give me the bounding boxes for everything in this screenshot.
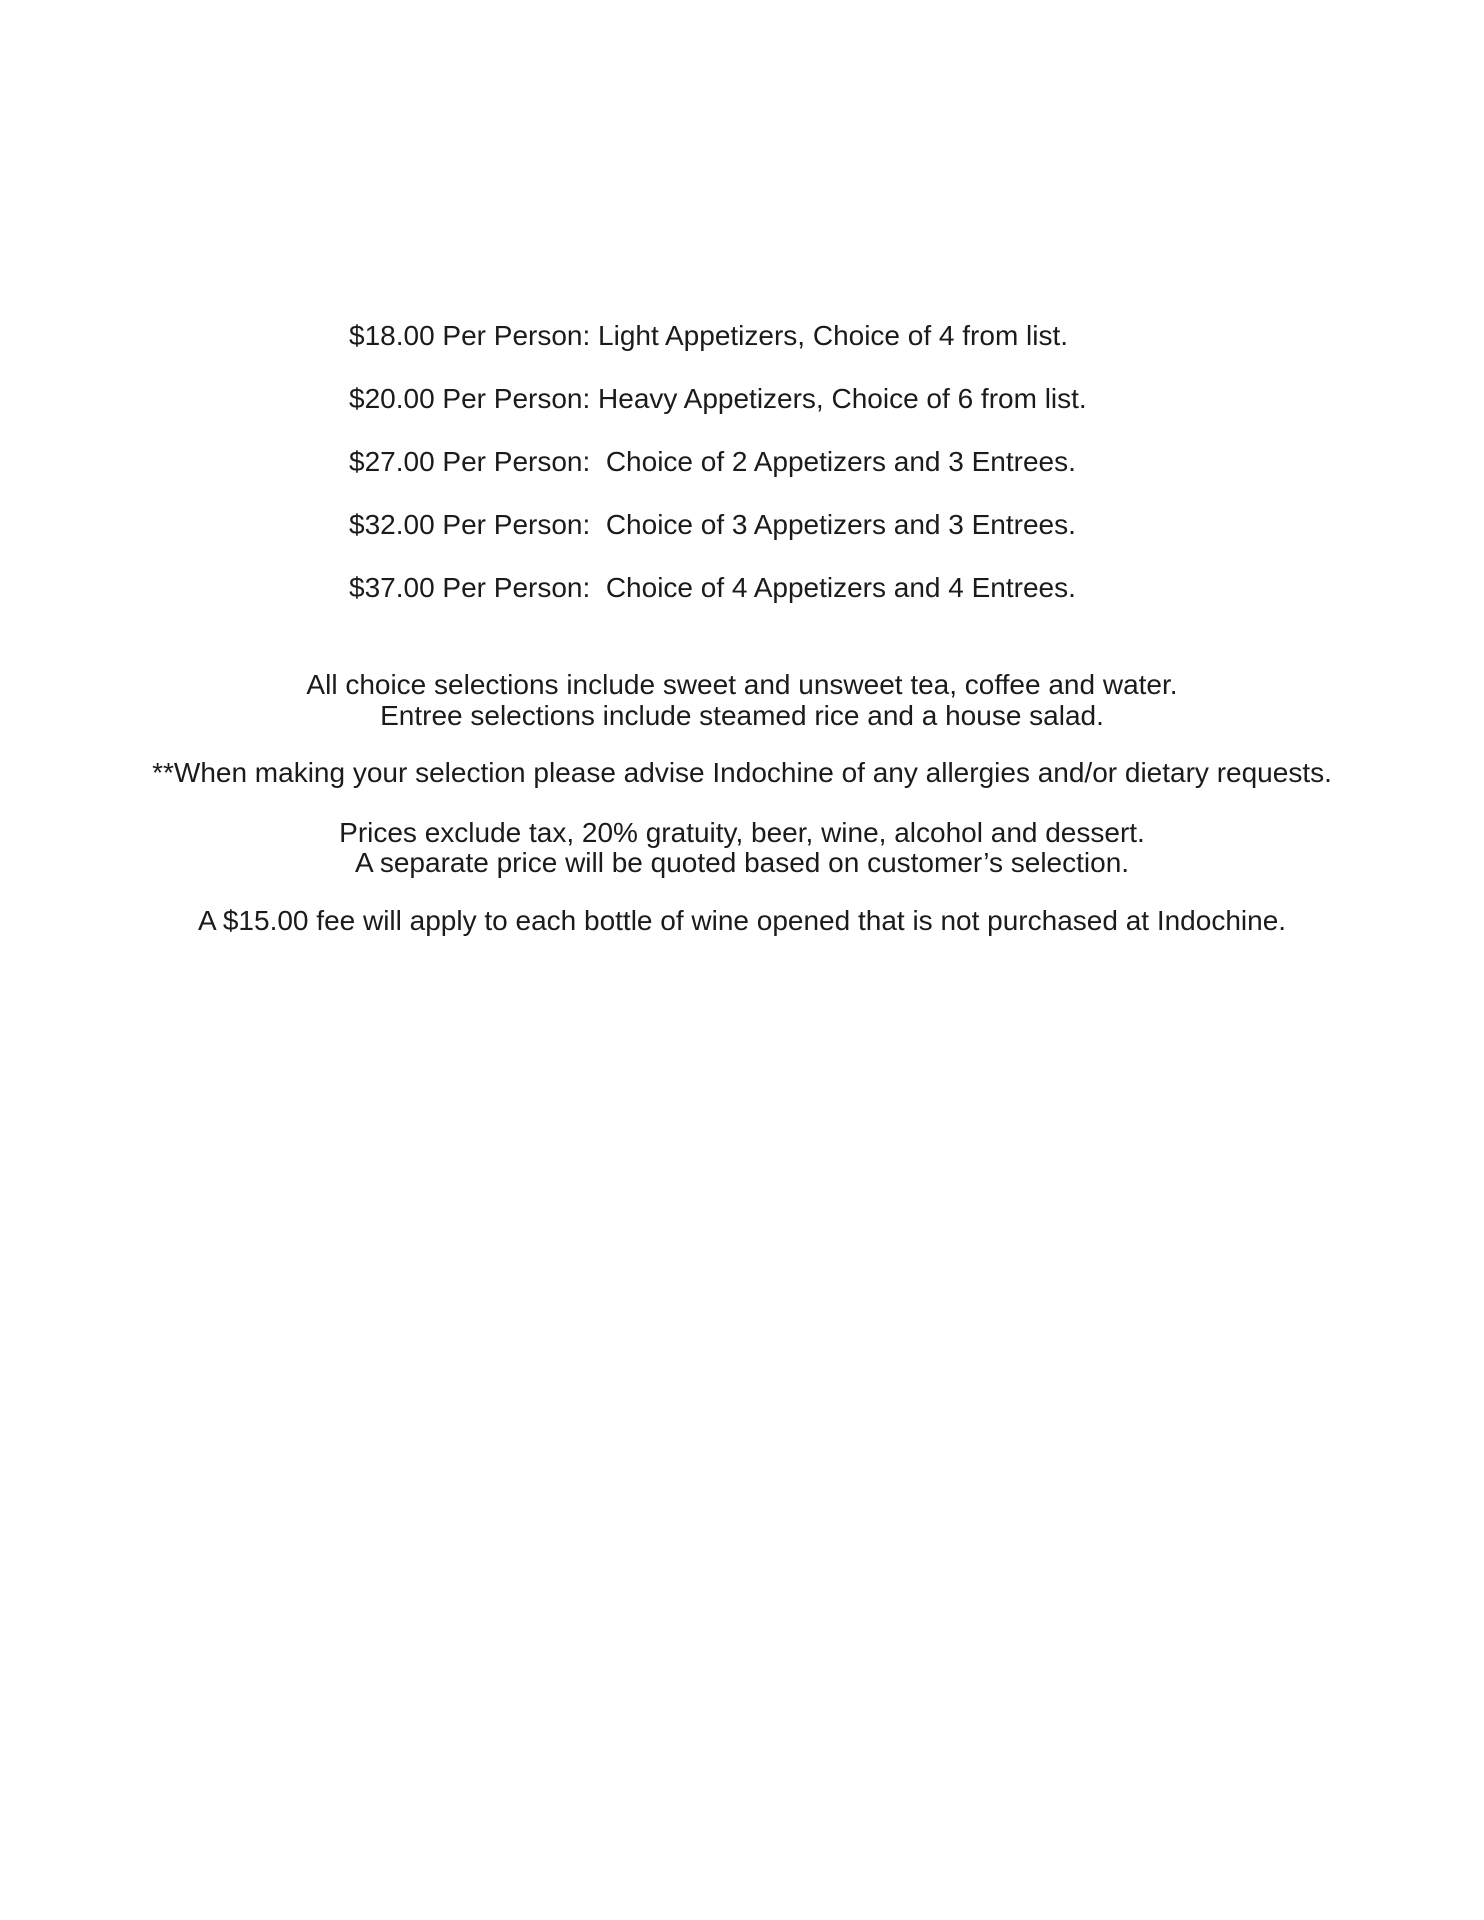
price-option: $32.00 Per Person: Choice of 3 Appetizers and 3 Entrees. <box>349 509 1076 540</box>
price-option: $27.00 Per Person: Choice of 2 Appetizers and 3 Entrees. <box>349 446 1076 477</box>
exclusions-line-quote: A separate price will be quoted based on customer’s selection. <box>354 847 1130 878</box>
wine-corkage-fee-note: A $15.00 fee will apply to each bottle of wine opened that is not purchased at Indochine. <box>197 905 1287 936</box>
price-option: $20.00 Per Person: Heavy Appetizers, Choice of 6 from list. <box>349 383 1087 414</box>
price-exclusions-note <box>0 818 1484 878</box>
pricing-options-list <box>349 304 1087 619</box>
inclusions-line-entrees: Entree selections include steamed rice and a house salad. <box>380 700 1104 731</box>
inclusions-note <box>0 669 1484 731</box>
inclusions-line-beverages: All choice selections include sweet and unsweet tea, coffee and water. <box>306 669 1178 700</box>
exclusions-line-items: Prices exclude tax, 20% gratuity, beer, wine, alcohol and dessert. <box>339 817 1145 848</box>
price-option: $18.00 Per Person: Light Appetizers, Choice of 4 from list. <box>349 320 1069 351</box>
price-option: $37.00 Per Person: Choice of 4 Appetizers and 4 Entrees. <box>349 572 1076 603</box>
allergy-note: **When making your selection please advise Indochine of any allergies and/or dietary requests. <box>152 757 1332 788</box>
